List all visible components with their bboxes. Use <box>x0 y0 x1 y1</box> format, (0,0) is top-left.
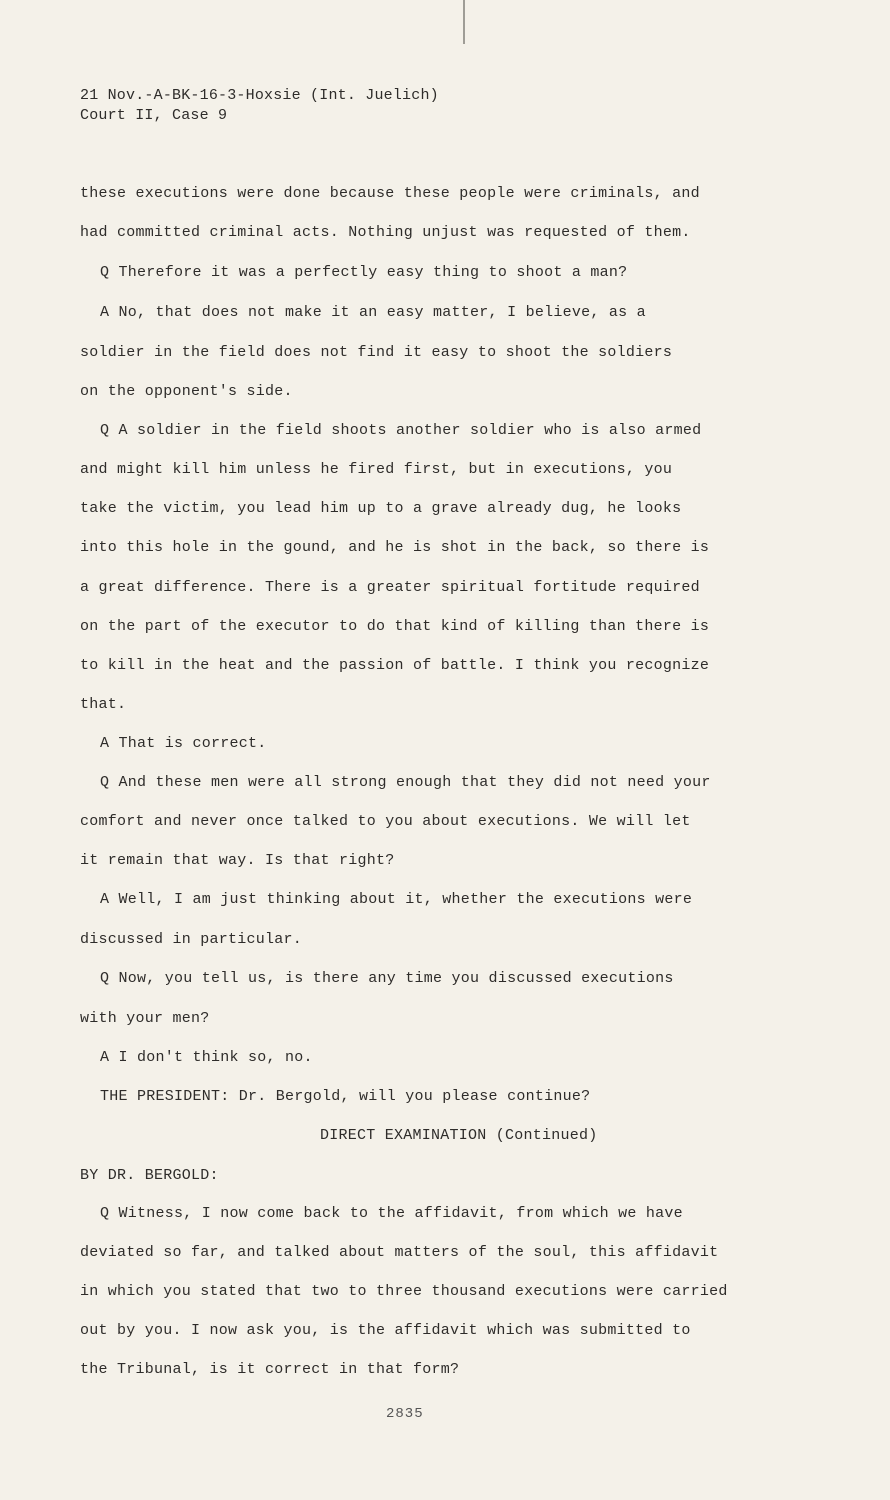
transcript-line: A That is correct. <box>100 735 267 752</box>
transcript-line: Q Now, you tell us, is there any time you discussed executions <box>100 970 674 987</box>
transcript-line: in which you stated that two to three thousand executions were carried <box>80 1283 728 1300</box>
transcript-line: take the victim, you lead him up to a grave already dug, he looks <box>80 500 682 517</box>
transcript-line: and might kill him unless he fired first, but in executions, you <box>80 461 673 478</box>
examiner-label: BY DR. BERGOLD: <box>80 1167 219 1184</box>
transcript-line: Q Witness, I now come back to the affidavit, from which we have <box>100 1205 683 1222</box>
transcript-line: discussed in particular. <box>80 931 303 948</box>
transcript-line: A Well, I am just thinking about it, whether the executions were <box>100 891 693 908</box>
transcript-line: Q Therefore it was a perfectly easy thing to shoot a man? <box>100 264 628 281</box>
transcript-line: A I don't think so, no. <box>100 1049 313 1066</box>
transcript-line: Q And these men were all strong enough that they did not need your <box>100 774 711 791</box>
transcript-line: with your men? <box>80 1010 210 1027</box>
transcript-line: A No, that does not make it an easy matter, I believe, as a <box>100 304 646 321</box>
transcript-line: to kill in the heat and the passion of battle. I think you recognize <box>80 657 710 674</box>
transcript-line: a great difference. There is a greater spiritual fortitude required <box>80 579 700 596</box>
header-court-reference: Court II, Case 9 <box>80 107 228 124</box>
transcript-line: deviated so far, and talked about matters of the soul, this affidavit <box>80 1244 719 1261</box>
header-case-reference: 21 Nov.-A-BK-16-3-Hoxsie (Int. Juelich) <box>80 87 439 104</box>
transcript-line: that. <box>80 696 127 713</box>
transcript-line: comfort and never once talked to you about executions. We will let <box>80 813 691 830</box>
document-header <box>80 86 439 126</box>
transcript-line: these executions were done because these people were criminals, and <box>80 185 700 202</box>
transcript-line: had committed criminal acts. Nothing unjust was requested of them. <box>80 224 691 241</box>
page-edge-mark <box>463 0 465 44</box>
transcript-line: the Tribunal, is it correct in that form? <box>80 1361 460 1378</box>
transcript-line: on the part of the executor to do that kind of killing than there is <box>80 618 710 635</box>
transcript-line: into this hole in the gound, and he is shot in the back, so there is <box>80 539 710 556</box>
transcript-line: soldier in the field does not find it easy to shoot the soldiers <box>80 344 673 361</box>
transcript-line: Q A soldier in the field shoots another soldier who is also armed <box>100 422 702 439</box>
transcript-line: THE PRESIDENT: Dr. Bergold, will you please continue? <box>100 1088 591 1105</box>
page-number: 2835 <box>386 1406 424 1422</box>
transcript-line: it remain that way. Is that right? <box>80 852 395 869</box>
transcript-line: on the opponent's side. <box>80 383 293 400</box>
transcript-line: out by you. I now ask you, is the affidavit which was submitted to <box>80 1322 691 1339</box>
section-heading: DIRECT EXAMINATION (Continued) <box>320 1127 598 1144</box>
